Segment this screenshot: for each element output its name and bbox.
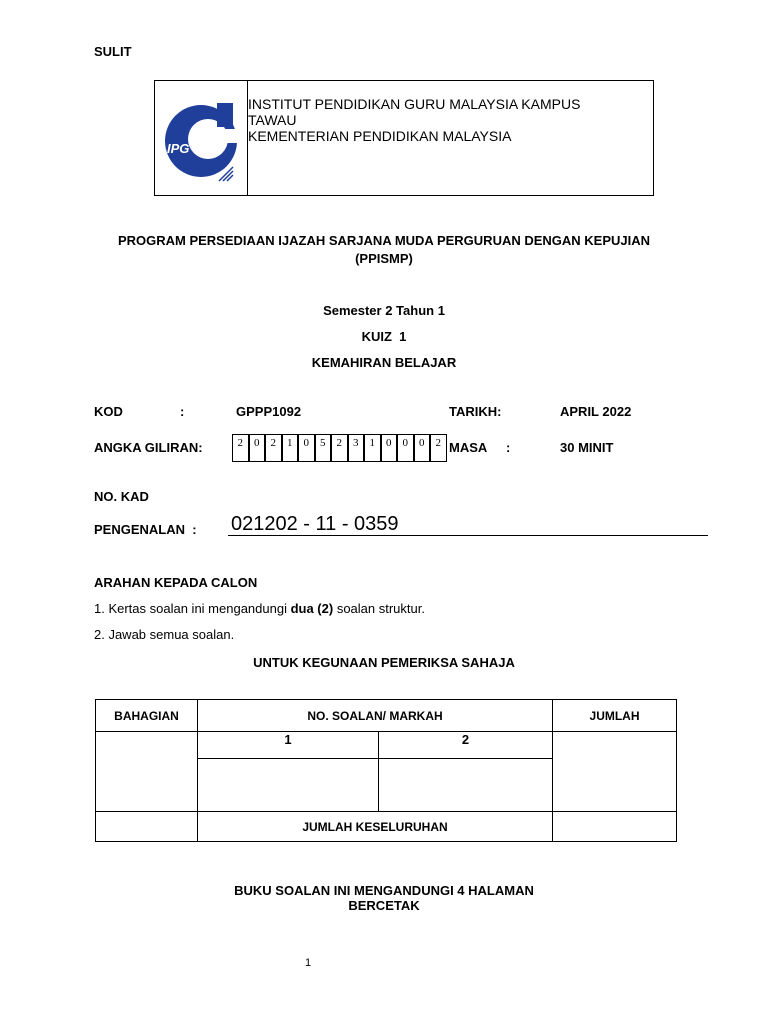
column-header-soalan: NO. SOALAN/ MARKAH — [198, 700, 553, 732]
exam-type: KUIZ 1 — [361, 329, 407, 344]
empty-cell — [96, 812, 198, 842]
masa-value: 30 MINIT — [560, 440, 614, 455]
table-row — [96, 700, 677, 732]
instruction-text: soalan struktur. — [333, 601, 425, 616]
logo-text: IPG — [167, 141, 190, 156]
question-1-header: 1 — [198, 732, 379, 759]
angka-giliran-boxes — [232, 434, 446, 462]
no-kad-label: NO. KAD — [94, 489, 149, 504]
ic-number: 021202 - 11 - 0359 — [231, 513, 399, 535]
tarikh-label: TARIKH: — [449, 404, 502, 419]
marks-table — [95, 699, 677, 842]
kod-value: GPPP1092 — [236, 404, 302, 419]
digit-box: 2 — [430, 434, 447, 462]
digit-box: 2 — [265, 434, 282, 462]
bahagian-cell — [96, 732, 198, 812]
column-header-bahagian: BAHAGIAN — [96, 700, 198, 732]
digit-box: 0 — [298, 434, 315, 462]
instruction-text: 1. Kertas soalan ini mengandungi — [94, 601, 291, 616]
semester-label: Semester 2 Tahun 1 — [323, 303, 445, 318]
tarikh-value: APRIL 2022 — [560, 404, 632, 419]
program-acronym: (PPISMP) — [355, 251, 413, 266]
question-1-mark-cell — [198, 759, 379, 812]
instruction-item-1 — [94, 601, 425, 616]
digit-box: 2 — [232, 434, 249, 462]
digit-box: 0 — [381, 434, 398, 462]
masa-colon: : — [506, 440, 511, 455]
angka-giliran-label: ANGKA GILIRAN: — [94, 440, 203, 455]
kod-colon: : — [180, 404, 185, 419]
ic-underline — [228, 535, 708, 536]
logo-cell — [155, 81, 248, 195]
instruction-item-2: 2. Jawab semua soalan. — [94, 627, 235, 642]
digit-box: 3 — [348, 434, 365, 462]
total-mark-cell — [553, 812, 677, 842]
jumlah-cell — [553, 732, 677, 812]
footer-note-line1: BUKU SOALAN INI MENGANDUNGI 4 HALAMAN — [234, 883, 534, 898]
program-title: PROGRAM PERSEDIAAN IJAZAH SARJANA MUDA PERGURUAN DENGAN KEPUJIAN — [117, 233, 651, 248]
subject-name: KEMAHIRAN BELAJAR — [311, 355, 457, 370]
kod-label: KOD — [94, 404, 123, 419]
instruction-emphasis: dua (2) — [290, 601, 334, 616]
column-header-jumlah: JUMLAH — [553, 700, 677, 732]
masa-label: MASA — [449, 440, 488, 455]
footer-note-line2: BERCETAK — [348, 898, 420, 913]
total-label: JUMLAH KESELURUHAN — [198, 812, 553, 842]
institute-text — [248, 96, 648, 144]
digit-box: 1 — [282, 434, 299, 462]
digit-box: 5 — [315, 434, 332, 462]
classification-label: SULIT — [94, 44, 132, 59]
ipg-logo-icon — [155, 81, 247, 195]
institute-name-line2: TAWAU — [248, 112, 297, 128]
pengenalan-label: PENGENALAN : — [94, 522, 197, 537]
examiner-heading: UNTUK KEGUNAAN PEMERIKSA SAHAJA — [253, 655, 515, 670]
digit-box: 1 — [364, 434, 381, 462]
question-2-header: 2 — [379, 732, 553, 759]
question-2-mark-cell — [379, 759, 553, 812]
institute-header — [154, 80, 654, 196]
instructions-heading: ARAHAN KEPADA CALON — [94, 575, 258, 590]
digit-box: 0 — [414, 434, 431, 462]
page-number: 1 — [305, 957, 312, 969]
digit-box: 0 — [397, 434, 414, 462]
digit-box: 2 — [331, 434, 348, 462]
table-row — [96, 732, 677, 759]
digit-box: 0 — [249, 434, 266, 462]
ministry-name: KEMENTERIAN PENDIDIKAN MALAYSIA — [248, 128, 512, 144]
table-row — [96, 812, 677, 842]
institute-name-line1: INSTITUT PENDIDIKAN GURU MALAYSIA KAMPUS — [248, 96, 581, 112]
